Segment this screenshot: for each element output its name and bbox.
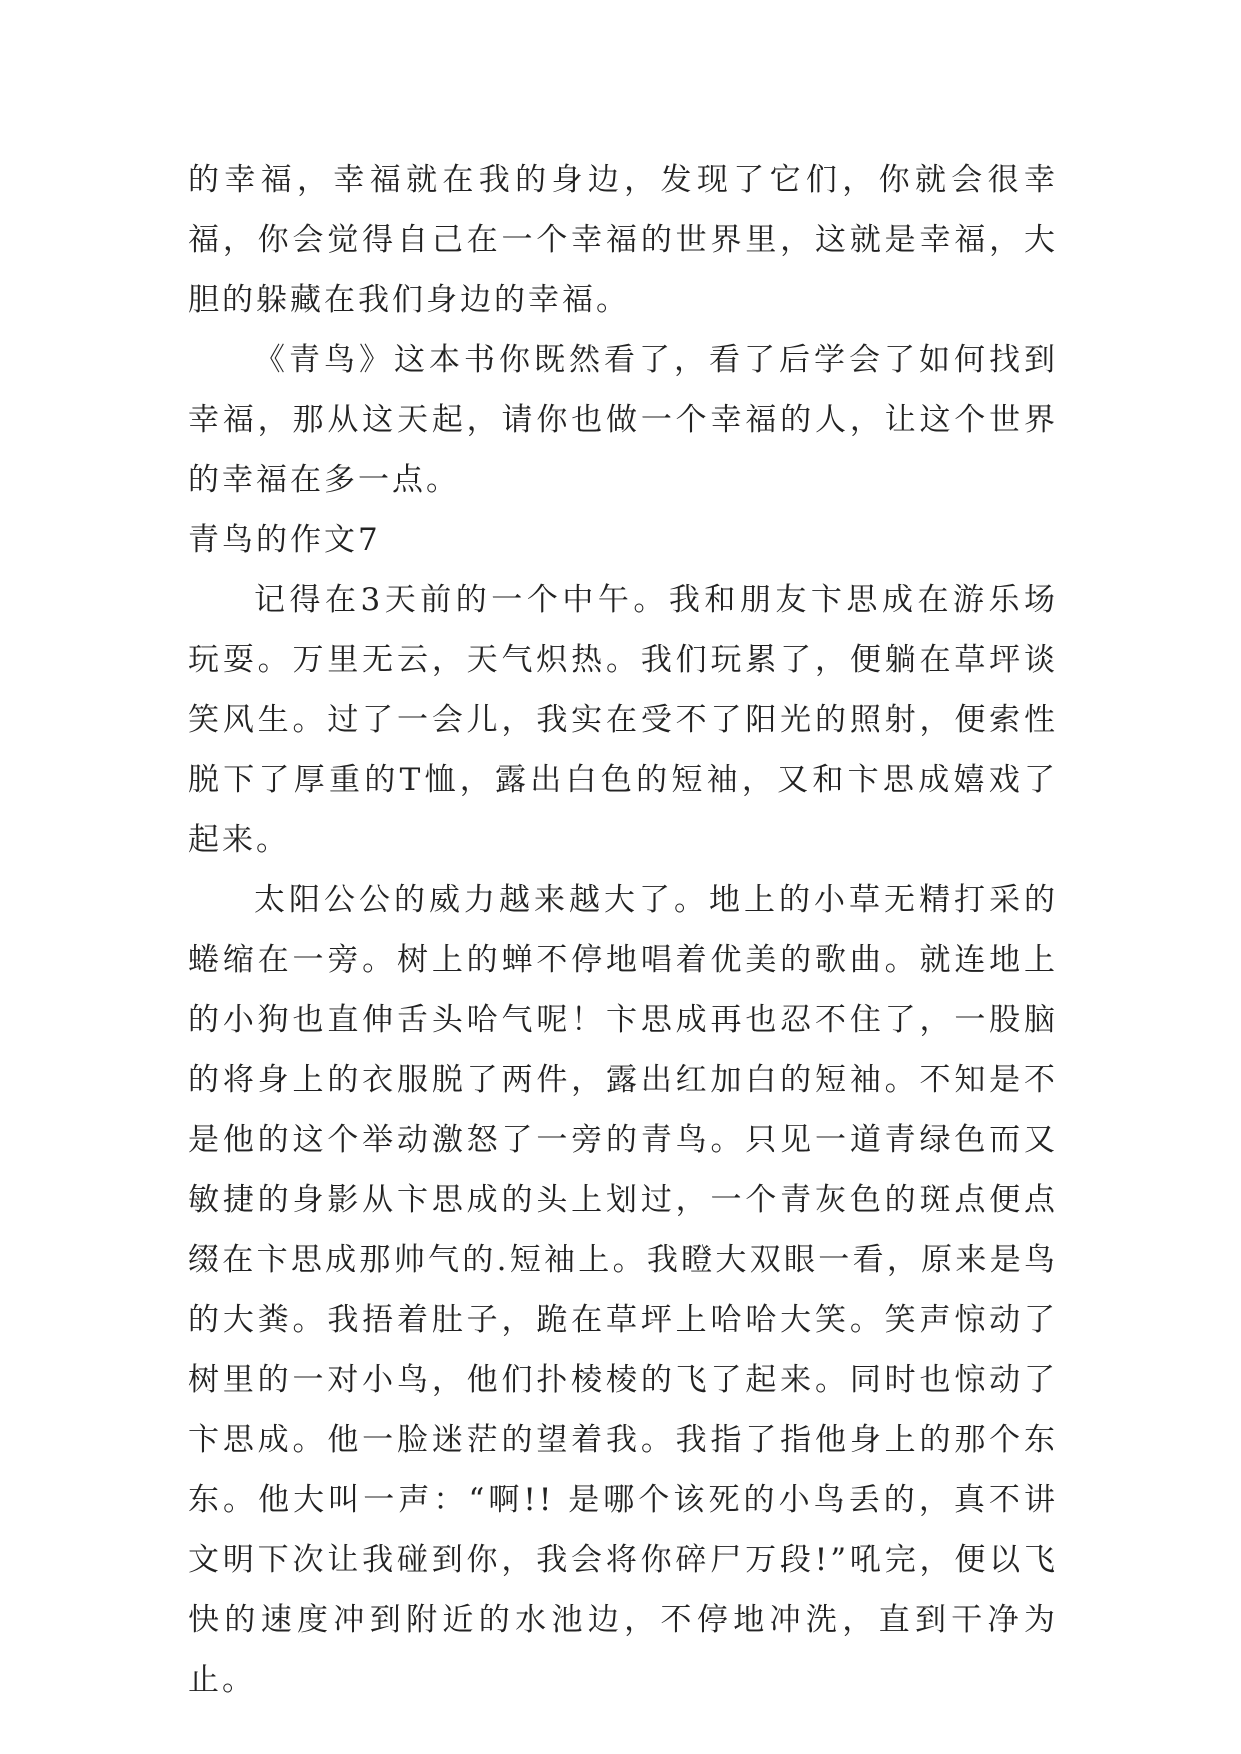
paragraph-story-opening: 记得在3天前的一个中午。我和朋友卞思成在游乐场玩耍。万里无云，天气炽热。我们玩累了，便躺在草坪谈笑风生。过了一会儿，我实在受不了阳光的照射，便索性脱下了厚重的T恤，露出白色的短袖，又和卞思成嬉戏了起来。 [188, 582, 1058, 858]
paragraph-story-main: 太阳公公的威力越来越大了。地上的小草无精打采的蜷缩在一旁。树上的蝉不停地唱着优美的歌曲。就连地上的小狗也直伸舌头哈气呢！卞思成再也忍不住了，一股脑的将身上的衣服脱了两件，露出红加白的短袖。不知是不是他的这个举动激怒了一旁的青鸟。只见一道青绿色而又敏捷的身影从卞思成的头上划过，一个青灰色的斑点便点缀在卞思成那帅气的.短袖上。我瞪大双眼一看，原来是鸟的大粪。我捂着肚子，跪在草坪上哈哈大笑。笑声惊动了树里的一对小鸟，他们扑棱棱的飞了起来。同时也惊动了卞思成。他一脸迷茫的望着我。我指了指他身上的那个东东。他大叫一声：“啊!! 是哪个该死的小鸟丢的，真不讲文明下次让我碰到你，我会将你碎尸万段!”吼完，便以飞快的速度冲到附近的水池边，不停地冲洗，直到干净为止。 [188, 882, 1058, 1698]
essay-heading: 青鸟的作文7 [188, 522, 381, 558]
paragraph-conclusion: 《青鸟》这本书你既然看了，看了后学会了如何找到幸福，那从这天起，请你也做一个幸福的人，让这个世界的幸福在多一点。 [188, 342, 1058, 498]
document-page [188, 150, 1058, 1710]
paragraph-continuation: 的幸福，幸福就在我的身边，发现了它们，你就会很幸福，你会觉得自己在一个幸福的世界里，这就是幸福，大胆的躲藏在我们身边的幸福。 [188, 162, 1058, 318]
